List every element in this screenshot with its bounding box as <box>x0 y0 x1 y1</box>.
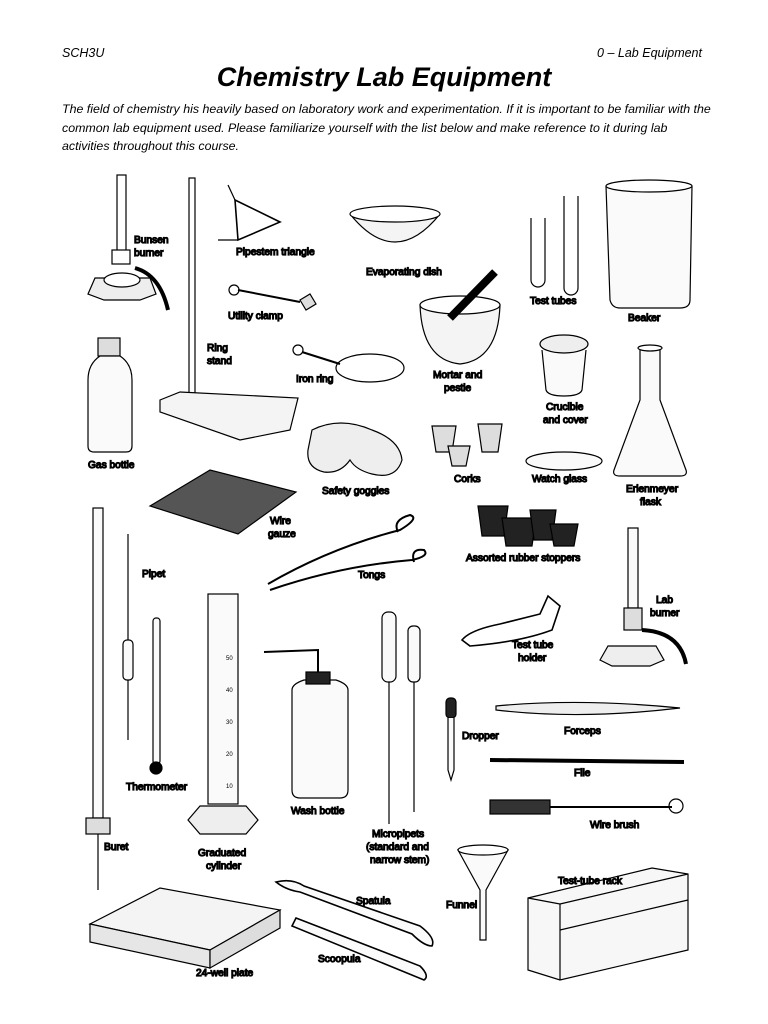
utility-clamp-illustration <box>229 285 316 310</box>
label-grad-line1: Graduated <box>198 848 247 859</box>
label-beaker: Beaker <box>628 313 661 324</box>
label-wash-bottle: Wash bottle <box>291 806 345 817</box>
crucible-illustration <box>540 335 588 396</box>
label-test-tube-rack: Test-tube rack <box>558 876 622 887</box>
page-title: Chemistry Lab Equipment <box>216 62 552 92</box>
scale-10: 10 <box>226 784 233 790</box>
label-safety-goggles: Safety goggles <box>322 486 390 497</box>
label-erlenmeyer-line2: flask <box>640 497 661 508</box>
label-funnel: Funnel <box>446 900 478 911</box>
label-ring-line1: Ring <box>207 343 228 354</box>
lab-burner-illustration <box>600 528 686 666</box>
label-tt-holder-line2: holder <box>518 653 547 664</box>
label-utility-clamp: Utility clamp <box>228 311 283 322</box>
corks-illustration <box>432 424 502 466</box>
label-crucible-line1: Crucible <box>546 402 584 413</box>
label-micro-line3: narrow stem) <box>370 855 430 866</box>
label-buret: Buret <box>104 842 129 853</box>
label-tt-holder-line1: Test tube <box>512 640 554 651</box>
label-scoopula: Scoopula <box>318 954 361 965</box>
label-thermometer: Thermometer <box>126 782 188 793</box>
pipet-illustration <box>123 534 133 740</box>
file-illustration <box>490 760 684 762</box>
label-lab-burner-line2: burner <box>650 608 680 619</box>
label-pipestem: Pipestem triangle <box>236 247 315 258</box>
ring-stand-illustration <box>160 178 298 440</box>
label-micro-line1: Micropipets <box>372 829 425 840</box>
test-tubes-illustration <box>531 196 578 295</box>
label-grad-line2: cylinder <box>206 861 242 872</box>
label-gas-bottle: Gas bottle <box>88 460 135 471</box>
beaker-illustration <box>606 180 692 308</box>
scale-40: 40 <box>226 688 233 694</box>
scale-30: 30 <box>226 720 233 726</box>
label-evaporating-dish: Evaporating dish <box>366 267 442 278</box>
safety-goggles-illustration <box>308 423 402 475</box>
label-micro-line2: (standard and <box>366 842 429 853</box>
funnel-illustration <box>458 845 508 940</box>
label-mortar-line1: Mortar and <box>433 370 483 381</box>
label-wire-line1: Wire <box>270 516 291 527</box>
label-ring-line2: stand <box>207 356 232 367</box>
label-bunsen-line1: Bunsen <box>134 235 169 246</box>
label-forceps: Forceps <box>564 726 601 737</box>
tongs-illustration <box>268 515 426 590</box>
thermometer-illustration <box>150 618 162 774</box>
label-crucible-line2: and cover <box>543 415 588 426</box>
wash-bottle-illustration <box>264 650 348 798</box>
rubber-stoppers-illustration <box>478 506 578 546</box>
erlenmeyer-flask-illustration <box>614 345 687 476</box>
label-rubber-stoppers: Assorted rubber stoppers <box>466 553 581 564</box>
label-wire-brush: Wire brush <box>590 820 640 831</box>
well-plate-illustration <box>90 888 280 968</box>
course-code: SCH3U <box>62 46 105 60</box>
label-lab-burner-line1: Lab <box>656 595 673 606</box>
label-iron-ring: Iron ring <box>296 374 334 385</box>
equipment-illustration <box>80 168 700 998</box>
scale-20: 20 <box>226 752 233 758</box>
scale-50: 50 <box>226 656 233 662</box>
dropper-illustration <box>446 698 456 780</box>
micropipets-illustration <box>382 612 420 824</box>
pipestem-triangle-illustration <box>218 185 280 240</box>
graduated-cylinder-illustration <box>188 594 258 834</box>
buret-illustration <box>86 508 110 890</box>
intro-paragraph: The field of chemistry his heavily based on laboratory work and experimentation. If it is important to be familiar with the common lab equipment used. Please familiarize yourself with the list below and make reference to it during lab activities throughout this course. <box>62 102 711 153</box>
watch-glass-illustration <box>526 452 602 470</box>
label-spatula: Spatula <box>356 896 391 907</box>
gas-bottle-illustration <box>88 338 132 452</box>
test-tube-holder-illustration <box>462 596 560 646</box>
label-erlenmeyer-line1: Erlenmeyer <box>626 484 679 495</box>
label-mortar-line2: pestle <box>444 383 472 394</box>
label-file: File <box>574 768 591 779</box>
label-watch-glass: Watch glass <box>532 474 588 485</box>
label-well-plate: 24-well plate <box>196 968 254 979</box>
label-corks: Corks <box>454 474 481 485</box>
label-bunsen-line2: burner <box>134 248 164 259</box>
label-test-tubes: Test tubes <box>530 296 577 307</box>
unit-label: 0 – Lab Equipment <box>597 46 702 60</box>
label-wire-line2: gauze <box>268 529 296 540</box>
evaporating-dish-illustration <box>350 206 440 242</box>
spatula-illustration <box>276 881 433 946</box>
label-pipet: Pipet <box>142 569 166 580</box>
label-dropper: Dropper <box>462 731 499 742</box>
wire-brush-illustration <box>490 799 683 814</box>
forceps-illustration <box>496 702 680 714</box>
label-tongs: Tongs <box>358 570 386 581</box>
mortar-pestle-illustration <box>420 272 500 364</box>
